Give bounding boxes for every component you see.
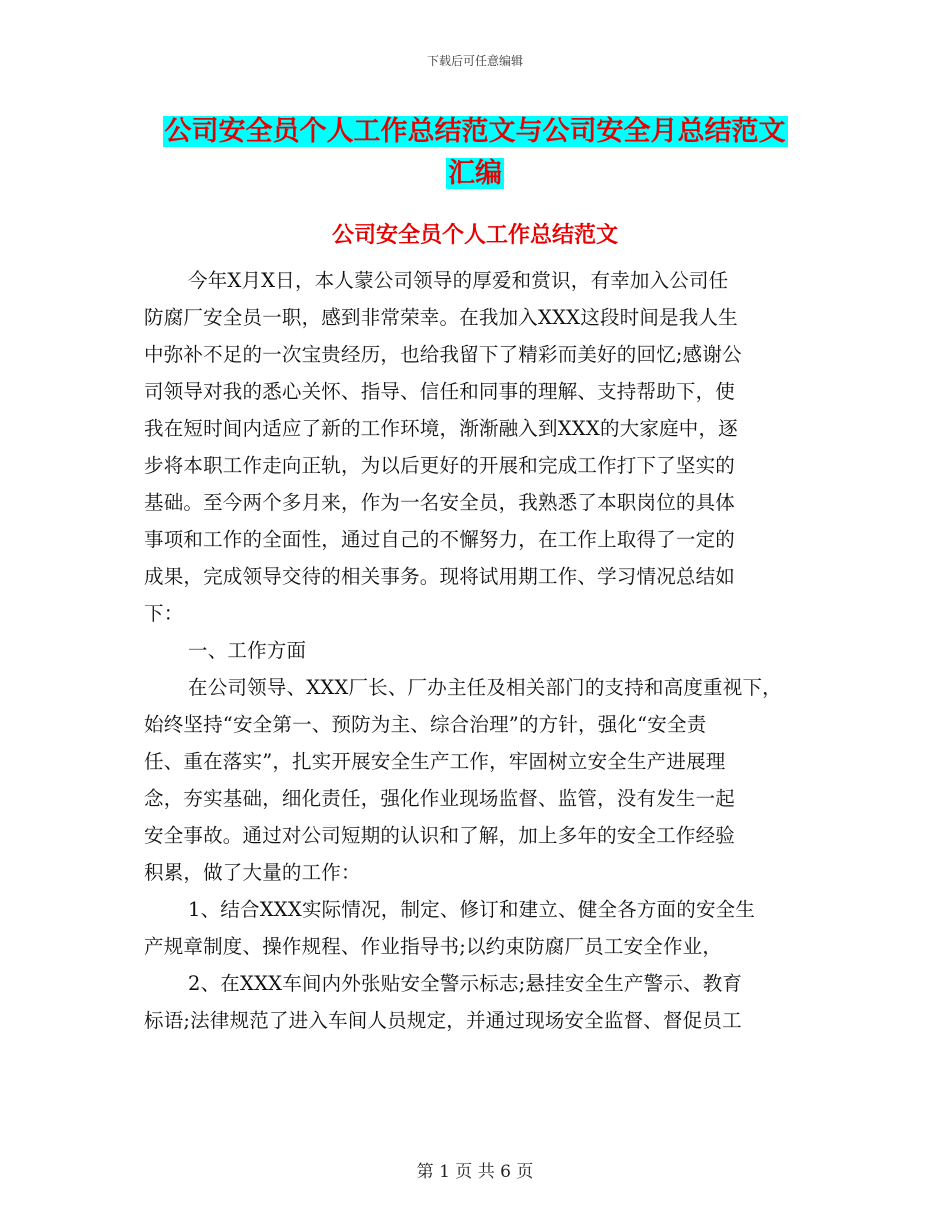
paragraph-line: 下：	[144, 602, 184, 625]
paragraph-line: 任、重在落实”，扎实开展安全生产工作，牢固树立安全生产进展理	[144, 750, 726, 773]
paragraph-line: 安全事故。通过对公司短期的认识和了解，加上多年的安全工作经验	[144, 824, 736, 847]
header-note: 下载后可任意编辑	[426, 54, 523, 68]
list-item-2: 2、在XXX车间内外张贴安全警示标志;悬挂安全生产警示、教育	[188, 972, 743, 995]
paragraph-line: 步将本职工作走向正轨，为以后更好的开展和完成工作打下了坚实的	[144, 454, 736, 477]
paragraph-line: 念，夯实基础，细化责任，强化作业现场监督、监管，没有发生一起	[144, 787, 736, 810]
paragraph-line: 始终坚持“安全第一、预防为主、综合治理”的方针，强化“安全责	[144, 713, 707, 736]
paragraph-line: 成果，完成领导交待的相关事务。现将试用期工作、学习情况总结如	[144, 565, 736, 588]
document-title-text-2: 汇编	[448, 158, 502, 189]
paragraph-line: 基础。至今两个多月来，作为一名安全员，我熟悉了本职岗位的具体	[144, 491, 736, 514]
paragraph-line: 中弥补不足的一次宝贵经历，也给我留下了精彩而美好的回忆;感谢公	[144, 343, 742, 366]
paragraph-line: 积累，做了大量的工作：	[144, 861, 361, 884]
paragraph-line: 标语;法律规范了进入车间人员规定，并通过现场安全监督、督促员工	[144, 1009, 742, 1032]
document-title-line-2	[0, 156, 950, 192]
paragraph-line: 防腐厂安全员一职，感到非常荣幸。在我加入XXX这段时间是我人生	[144, 306, 738, 329]
paragraph-line: 今年X月X日，本人蒙公司领导的厚爱和赏识，有幸加入公司任	[188, 269, 729, 292]
section-title: 公司安全员个人工作总结范文	[331, 223, 618, 248]
paragraph-line: 产规章制度、操作规程、作业指导书;以约束防腐厂员工安全作业，	[144, 935, 723, 958]
body-text	[144, 262, 834, 1039]
document-title-text-1: 公司安全员个人工作总结范文与公司安全月总结范文	[164, 116, 786, 147]
paragraph-line: 我在短时间内适应了新的工作环境，渐渐融入到XXX的大家庭中，逐	[144, 417, 738, 440]
paragraph-line: 事项和工作的全面性，通过自己的不懈努力，在工作上取得了一定的	[144, 528, 736, 551]
document-title-line-1	[0, 114, 950, 150]
paragraph-line: 在公司领导、XXX厂长、厂办主任及相关部门的支持和高度重视下，	[188, 676, 782, 699]
page-footer: 第 1 页 共 6 页	[416, 1162, 534, 1182]
subheading-work: 一、工作方面	[188, 639, 307, 662]
paragraph-line: 司领导对我的悉心关怀、指导、信任和同事的理解、支持帮助下，使	[144, 380, 736, 403]
list-item-1: 1、结合XXX实际情况，制定、修订和建立、健全各方面的安全生	[188, 898, 756, 921]
